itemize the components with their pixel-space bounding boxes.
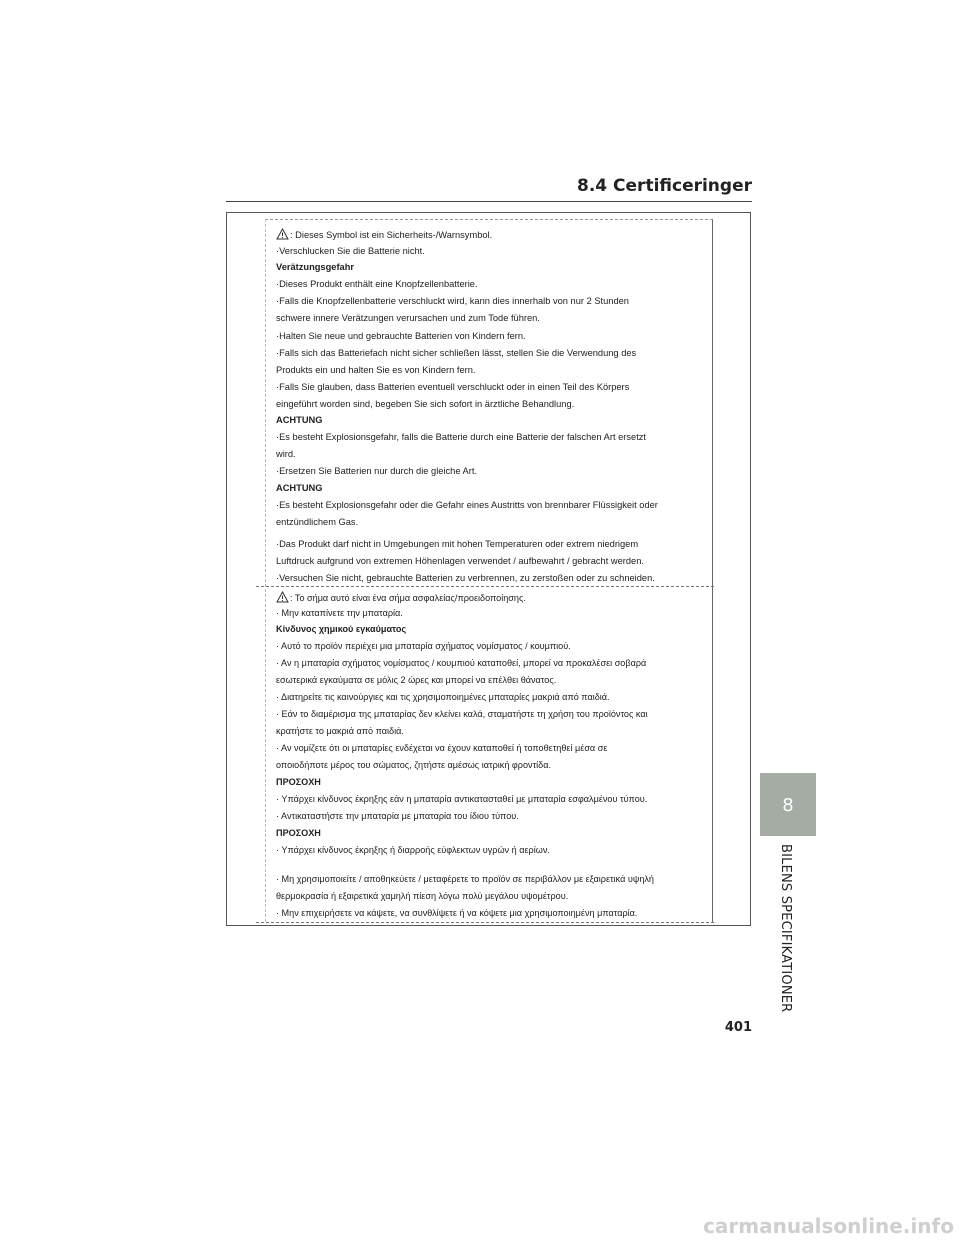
chapter-number: 8 [782,795,794,816]
chapter-title: BILENS SPECIFIKATIONER [778,844,793,1013]
greek-line: · Μη χρησιμοποιείτε / αποθηκεύετε / μεταφέρετε το προϊόν σε περιβάλλον με εξαιρετικά υψηλή [276,874,654,884]
greek-line: · Υπάρχει κίνδυνος έκρηξης ή διαρροής εύφλεκτων υγρών ή αερίων. [276,845,550,855]
german-line: ·Das Produkt darf nicht in Umgebungen mit hohen Temperaturen oder extrem niedrigem [276,539,639,549]
german-line: ·Versuchen Sie nicht, gebrauchte Batterien zu verbrennen, zu zerstoßen oder zu schneiden. [276,573,655,583]
label-content [265,219,713,922]
german-line: wird. [276,449,296,459]
watermark: carmanualsonline.info [703,1214,954,1238]
german-line: ·Falls Sie glauben, dass Batterien eventuell verschluckt oder in einen Teil des Körpers [276,382,630,392]
warning-triangle-icon [276,228,289,240]
greek-line: · Αντικαταστήστε την μπαταρία με μπαταρία του ίδιου τύπου. [276,811,519,821]
greek-heading: ΠΡΟΣΟΧΗ [276,828,321,838]
greek-line: · Μην καταπίνετε την μπαταρία. [276,608,403,618]
greek-line: · Αυτό το προϊόν περιέχει μια μπαταρία σχήματος νομίσματος / κουμπιού. [276,641,571,651]
warning-triangle-icon [276,591,289,603]
german-line: eingeführt worden sind, begeben Sie sich sofort in ärztliche Behandlung. [276,399,575,409]
chapter-tab [760,773,816,836]
greek-line: · Υπάρχει κίνδυνος έκρηξης εάν η μπαταρία αντικατασταθεί με μπαταρία εσφαλμένου τύπου. [276,794,648,804]
greek-heading: Κίνδυνος χημικού εγκαύματος [276,624,407,634]
german-line: ·Falls sich das Batteriefach nicht sicher schließen lässt, stellen Sie die Verwendung des [276,348,637,358]
german-line: entzündlichem Gas. [276,517,359,527]
german-line: ·Verschlucken Sie die Batterie nicht. [276,246,425,256]
greek-line: · Διατηρείτε τις καινούργιες και τις χρησιμοποιημένες μπαταρίες μακριά από παιδιά. [276,692,610,702]
greek-line: · Μην επιχειρήσετε να κάψετε, να συνθλίψετε ή να κόψετε μια χρησιμοποιημένη μπαταρία. [276,908,638,918]
greek-line: εσωτερικά εγκαύματα σε μόλις 2 ώρες και μπορεί να επέλθει θάνατος. [276,675,557,685]
german-heading: Verätzungsgefahr [276,262,355,272]
german-line: ·Es besteht Explosionsgefahr oder die Gefahr eines Austritts von brennbarer Flüssigkeit oder [276,500,658,510]
german-line: ·Falls die Knopfzellenbatterie verschluckt wird, kann dies innerhalb von nur 2 Stunden [276,296,629,306]
greek-line: κρατήστε το μακριά από παιδιά. [276,726,404,736]
german-line: ·Halten Sie neue und gebrauchte Batterien von Kindern fern. [276,331,526,341]
battery-warning-label-scan [226,212,751,926]
language-separator [256,586,714,587]
greek-line: οποιοδήποτε μέρος του σώματος, ζητήστε αμέσως ιατρική φροντίδα. [276,760,552,770]
greek-heading: ΠΡΟΣΟΧΗ [276,777,321,787]
german-line: ·Es besteht Explosionsgefahr, falls die Batterie durch eine Batterie der falschen Art ersetzt [276,432,647,442]
german-line: Luftdruck aufgrund von extremen Höhenlagen verwendet / aufbewahrt / gebracht werden. [276,556,644,566]
greek-line: · Εάν το διαμέρισμα της μπαταρίας δεν κλείνει καλά, σταματήστε τη χρήση του προϊόντος και [276,709,648,719]
german-line: schwere innere Verätzungen verursachen und zum Tode führen. [276,313,540,323]
label-bottom-rule [256,922,714,923]
german-line: Produkts ein und halten Sie es von Kindern fern. [276,365,476,375]
german-heading: ACHTUNG [276,483,323,493]
german-line: ·Dieses Produkt enthält eine Knopfzellenbatterie. [276,279,478,289]
german-symbol-line: : Dieses Symbol ist ein Sicherheits-/Warnsymbol. [276,228,492,240]
greek-line: · Αν νομίζετε ότι οι μπαταρίες ενδέχεται να έχουν καταποθεί ή τοποθετηθεί μέσα σε [276,743,608,753]
german-line: ·Ersetzen Sie Batterien nur durch die gleiche Art. [276,466,478,476]
page-number: 401 [724,1020,752,1035]
greek-line: θερμοκρασία ή εξαιρετικά χαμηλή πίεση λόγω πολύ μεγάλου υψομέτρου. [276,891,569,901]
greek-line: · Αν η μπαταρία σχήματος νομίσματος / κουμπιού καταποθεί, μπορεί να προκαλέσει σοβαρά [276,658,647,668]
section-rule [226,201,752,202]
greek-symbol-line: : Το σήμα αυτό είναι ένα σήμα ασφαλείας/προειδοποίησης. [276,591,526,603]
german-heading: ACHTUNG [276,415,323,425]
section-title: 8.4 Certificeringer [577,176,752,196]
